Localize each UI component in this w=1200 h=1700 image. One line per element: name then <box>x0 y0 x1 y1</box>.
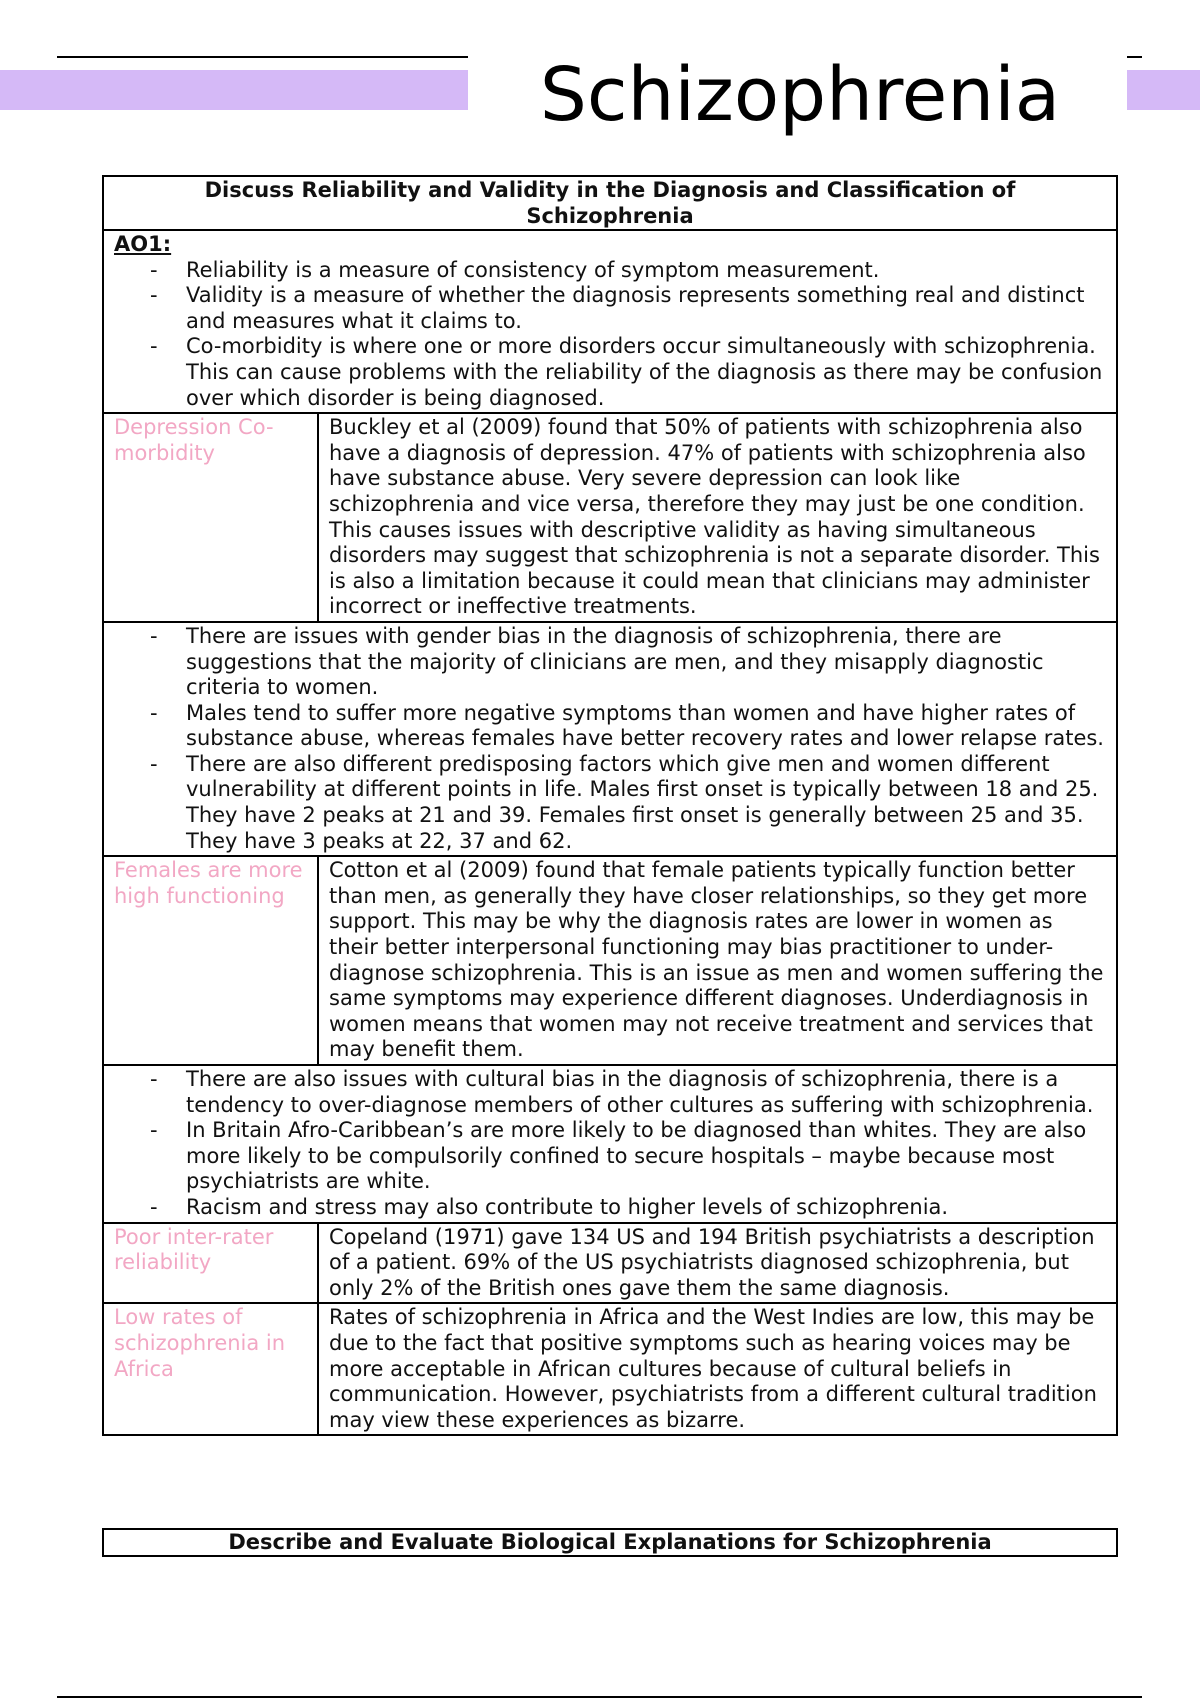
list-item: - In Britain Afro-Caribbean’s are more likely to be diagnosed than whites. They are also more likely to be compulsorily confined to secure hospitals – maybe because most psychiatrists are white. <box>186 1118 1106 1195</box>
gender-bias-cell <box>103 622 1117 856</box>
cultural-bias-list <box>114 1067 1106 1221</box>
list-item: - There are also different predisposing factors which give men and women different vulnerability at different points in life. Males first onset is typically between 18 and 25. They have 2 peaks at 21 and 39. Females first onset is generally between 25 and 35. They have 3 peaks at 22, 37 and 62. <box>186 752 1106 854</box>
header-accent-band-left <box>0 70 468 110</box>
list-item: - Reliability is a measure of consistency of symptom measurement. <box>186 258 1106 284</box>
header-accent-band-right <box>1127 70 1200 110</box>
biological-explanations-table <box>102 1528 1118 1557</box>
eval-text: Cotton et al (2009) found that female patients typically function better than men, as generally they have closer relationships, so they get more support. This may be why the diagnosis rates are lower in women as their better interpersonal functioning may bias practitioner to under-diagnose schizophrenia. This is an issue as men and women suffering the same symptoms may experience different diagnoses. Underdiagnosis in women means that women may not receive treatment and services that may benefit them. <box>318 856 1117 1065</box>
section-heading-reliability: Discuss Reliability and Validity in the Diagnosis and Classification of Schizophrenia <box>103 176 1117 230</box>
gender-bias-list <box>114 624 1106 854</box>
eval-label: Low rates of schizophrenia in Africa <box>103 1303 318 1435</box>
section-heading-biological: Describe and Evaluate Biological Explanations for Schizophrenia <box>103 1529 1117 1556</box>
list-item: - Co-morbidity is where one or more disorders occur simultaneously with schizophrenia. This can cause problems with the reliability of the diagnosis as there may be confusion over which disorder is being diagnosed. <box>186 334 1106 411</box>
header-rule-right <box>1127 56 1142 58</box>
cultural-bias-cell <box>103 1065 1117 1223</box>
list-item: - Males tend to suffer more negative symptoms than women and have higher rates of substance abuse, whereas females have better recovery rates and lower relapse rates. <box>186 701 1106 752</box>
eval-text: Rates of schizophrenia in Africa and the West Indies are low, this may be due to the fact that positive symptoms such as hearing voices may be more acceptable in African cultures because of cultural beliefs in communication. However, psychiatrists from a different cultural tradition may view these experiences as bizarre. <box>318 1303 1117 1435</box>
list-item: - Validity is a measure of whether the diagnosis represents something real and distinct and measures what it claims to. <box>186 283 1106 334</box>
eval-text: Buckley et al (2009) found that 50% of patients with schizophrenia also have a diagnosis of depression. 47% of patients with schizophrenia also have substance abuse. Very severe depression can look like schizophrenia and vice versa, therefore they may just be one condition. This causes issues with descriptive validity as having simultaneous disorders may suggest that schizophrenia is not a separate disorder. This is also a limitation because it could mean that clinicians may administer incorrect or ineffective treatments. <box>318 413 1117 622</box>
list-item: - There are also issues with cultural bias in the diagnosis of schizophrenia, there is a tendency to over-diagnose members of other cultures as suffering with schizophrenia. <box>186 1067 1106 1118</box>
eval-label: Depression Co-morbidity <box>103 413 318 622</box>
eval-label: Females are more high functioning <box>103 856 318 1065</box>
ao1-cell <box>103 230 1117 413</box>
eval-text: Copeland (1971) gave 134 US and 194 British psychiatrists a description of a patient. 69% of the US psychiatrists diagnosed schizophrenia, but only 2% of the British ones gave them the same diagnosis. <box>318 1223 1117 1304</box>
ao1-label: AO1: <box>114 232 172 256</box>
footer-rule <box>57 1696 1142 1698</box>
list-item: - There are issues with gender bias in the diagnosis of schizophrenia, there are suggestions that the majority of clinicians are men, and they misapply diagnostic criteria to women. <box>186 624 1106 701</box>
reliability-validity-table <box>102 175 1118 1436</box>
header-rule-left <box>57 56 468 58</box>
page-title: Schizophrenia <box>539 52 1061 138</box>
ao1-list <box>114 258 1106 412</box>
eval-label: Poor inter-rater reliability <box>103 1223 318 1304</box>
list-item: - Racism and stress may also contribute to higher levels of schizophrenia. <box>186 1195 1106 1221</box>
